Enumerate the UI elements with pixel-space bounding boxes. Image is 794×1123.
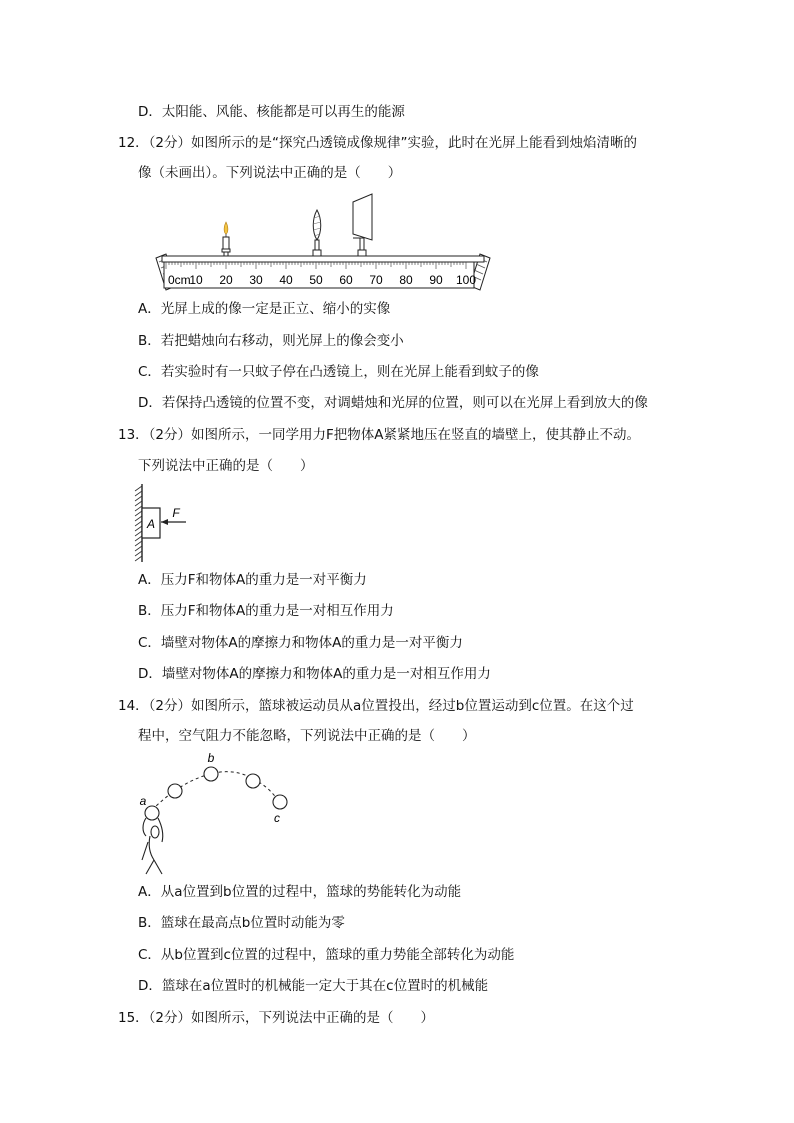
q14-stem-line1: 14．（2分）如图所示，篮球被运动员从a位置投出，经过b位置运动到c位置。在这个过 [118,698,634,714]
scale-label: 40 [279,273,293,287]
label-c: c [274,811,280,825]
wall-hatch-line [135,516,142,521]
scale-label: 50 [309,273,323,287]
q13-option-a: A．压力F和物体A的重力是一对平衡力 [138,572,367,588]
candle [222,222,230,256]
trajectory-svg [132,750,302,875]
q12-option-b: B．若把蜡烛向右移动，则光屏上的像会变小 [138,333,404,349]
scale-label: 0cm [168,273,191,287]
wall-hatch-line [135,491,142,496]
wall-hatch-line [135,551,142,556]
optical-bench-svg [138,192,508,294]
wall-hatch-line [135,521,142,526]
q13-option-b: B．压力F和物体A的重力是一对相互作用力 [138,603,394,619]
wall-hatch-line [135,496,142,501]
wall-hatch-line [135,556,142,561]
scale-label: 100 [455,273,477,287]
q13-stem-line2: 下列说法中正确的是（ ） [138,458,314,474]
scale-label: 30 [249,273,263,287]
q13-wall-block-figure [134,480,194,564]
q12-option-c: C．若实验时有一只蚊子停在凸透镜上，则在光屏上能看到蚊子的像 [138,364,539,380]
q13-option-d: D．墙壁对物体A的摩擦力和物体A的重力是一对相互作用力 [138,666,491,682]
q12-stem-line1: 12．（2分）如图所示的是“探究凸透镜成像规律”实验，此时在光屏上能看到烛焰清晰的 [118,135,638,151]
scale-label: 90 [429,273,443,287]
scale-label: 60 [339,273,353,287]
wall-hatch-line [135,506,142,511]
q14-option-b: B．篮球在最高点b位置时动能为零 [138,915,345,931]
scale-label: 70 [369,273,383,287]
q12-option-a: A．光屏上成的像一定是正立、缩小的实像 [138,301,391,317]
wall-hatch-line [135,536,142,541]
ball-b [204,767,218,781]
scale-label: 10 [189,273,203,287]
q13-option-c: C．墙壁对物体A的摩擦力和物体A的重力是一对平衡力 [138,635,463,651]
scale-label: 20 [219,273,233,287]
q14-option-c: C．从b位置到c位置的过程中，篮球的重力势能全部转化为动能 [138,947,515,963]
wall-hatch-line [135,531,142,536]
convex-lens [313,210,321,256]
wall [135,484,142,562]
q14-option-d: D．篮球在a位置时的机械能一定大于其在c位置时的机械能 [138,978,489,994]
scale-label: 80 [399,273,413,287]
ball-c [273,795,287,809]
wall-hatch-line [135,541,142,546]
wall-hatch-line [135,501,142,506]
ball [168,784,182,798]
bench-rail [162,256,484,262]
q13-stem-line1: 13．（2分）如图所示，一同学用力F把物体A紧紧地压在竖直的墙壁上，使其静止不动。 [118,427,641,443]
player [142,818,163,874]
q14-option-a: A．从a位置到b位置的过程中，篮球的势能转化为动能 [138,884,462,900]
wall-hatch-line [135,486,142,491]
q12-option-d: D．若保持凸透镜的位置不变，对调蜡烛和光屏的位置，则可以在光屏上看到放大的像 [138,395,648,411]
ball-a [145,806,159,820]
label-a: a [139,794,147,808]
wall-hatch-line [135,511,142,516]
ball [246,774,260,788]
wall-block-svg [134,480,194,564]
force-label: F [172,506,180,520]
label-b: b [207,751,215,765]
q15-stem-line1: 15．（2分）如图所示，下列说法中正确的是（ ） [118,1010,435,1026]
light-screen [353,194,372,256]
block-label: A [146,517,156,531]
q11-option-d: D．太阳能、风能、核能都是可以再生的能源 [138,104,405,120]
q12-stem-line2: 像（未画出）。下列说法中正确的是（ ） [138,165,402,181]
q14-basketball-trajectory-figure [132,750,302,875]
q12-optical-bench-figure [138,192,508,294]
q14-stem-line2: 程中，空气阻力不能忽略，下列说法中正确的是（ ） [138,728,476,744]
wall-hatch-line [135,546,142,551]
wall-hatch-line [135,526,142,531]
